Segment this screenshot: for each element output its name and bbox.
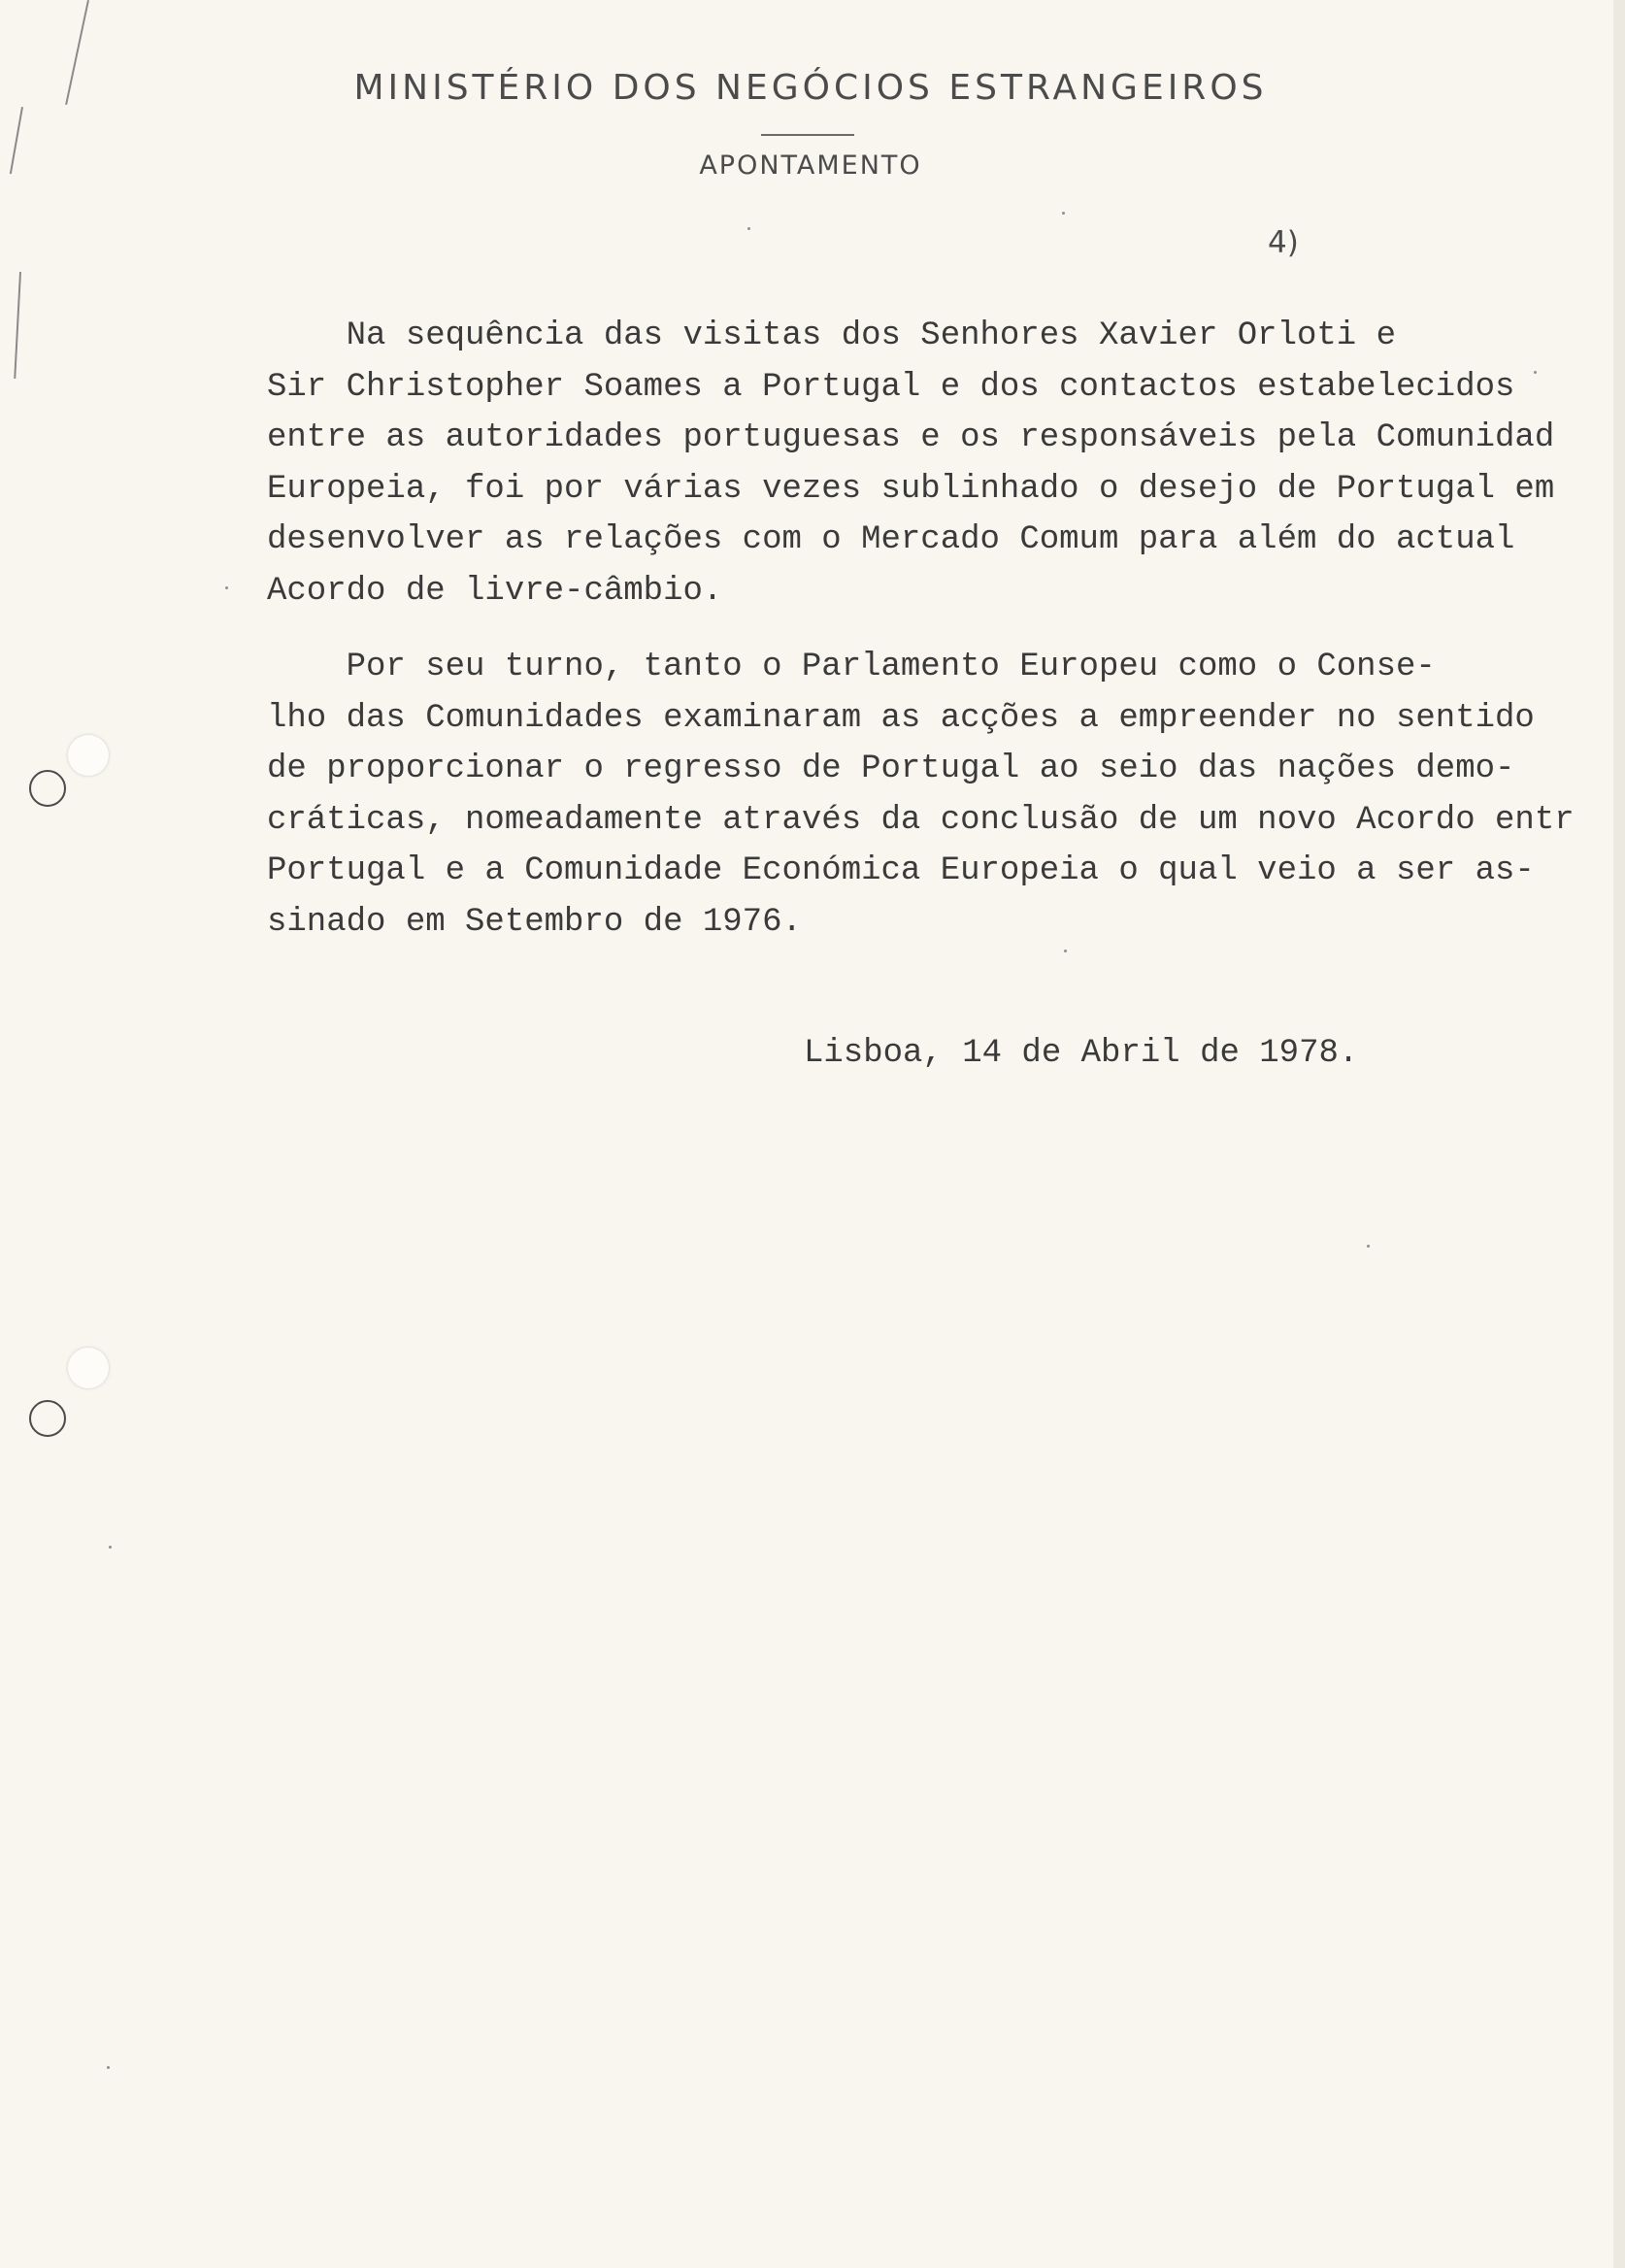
paper-speck [225,586,228,589]
paper-speck [747,227,750,230]
margin-mark [14,272,21,379]
paper-speck [1064,950,1067,952]
hole-reinforcement [68,735,109,776]
ministry-letterhead: MINISTÉRIO DOS NEGÓCIOS ESTRANGEIROS [353,68,1268,108]
paper-speck [1062,212,1065,215]
paper-speck [107,2066,110,2069]
place-date: Lisboa, 14 de Abril de 1978. [804,1035,1359,1072]
paper-speck [109,1546,112,1549]
paragraph-2: Por seu turno, tanto o Parlamento Europeu como o Conse- lho das Comunidades examinaram as acções a empreender no sentido de proporcionar o regresso de Portugal ao seio das nações demo- cráticas, nomeadamente através da conclusão de um novo Acordo entr Portugal e a Comunidade Económica Europeia o qual veio a ser as- sinado em Setembro de 1976. [267,649,1575,941]
hole-reinforcement [68,1348,109,1388]
page-number: 4) [1268,225,1299,260]
memo-body [267,311,1575,948]
letterhead-rule [761,134,854,136]
paragraph-1: Na sequência das visitas dos Senhores Xavier Orloti e Sir Christopher Soames a Portugal e dos contactos estabelecidos entre as autoridades portuguesas e os responsáveis pela Comunidad Europeia, foi por várias vezes sublinhado o desejo de Portugal em desenvolver as relações com o Mercado Comum para além do actual Acordo de livre-câmbio. [267,317,1555,610]
paper-speck [1367,1245,1370,1248]
paper-speck [1534,371,1537,374]
punch-hole [29,1400,66,1437]
page-edge [1613,0,1625,2268]
punch-hole [29,770,66,807]
document-type: APONTAMENTO [699,150,922,181]
